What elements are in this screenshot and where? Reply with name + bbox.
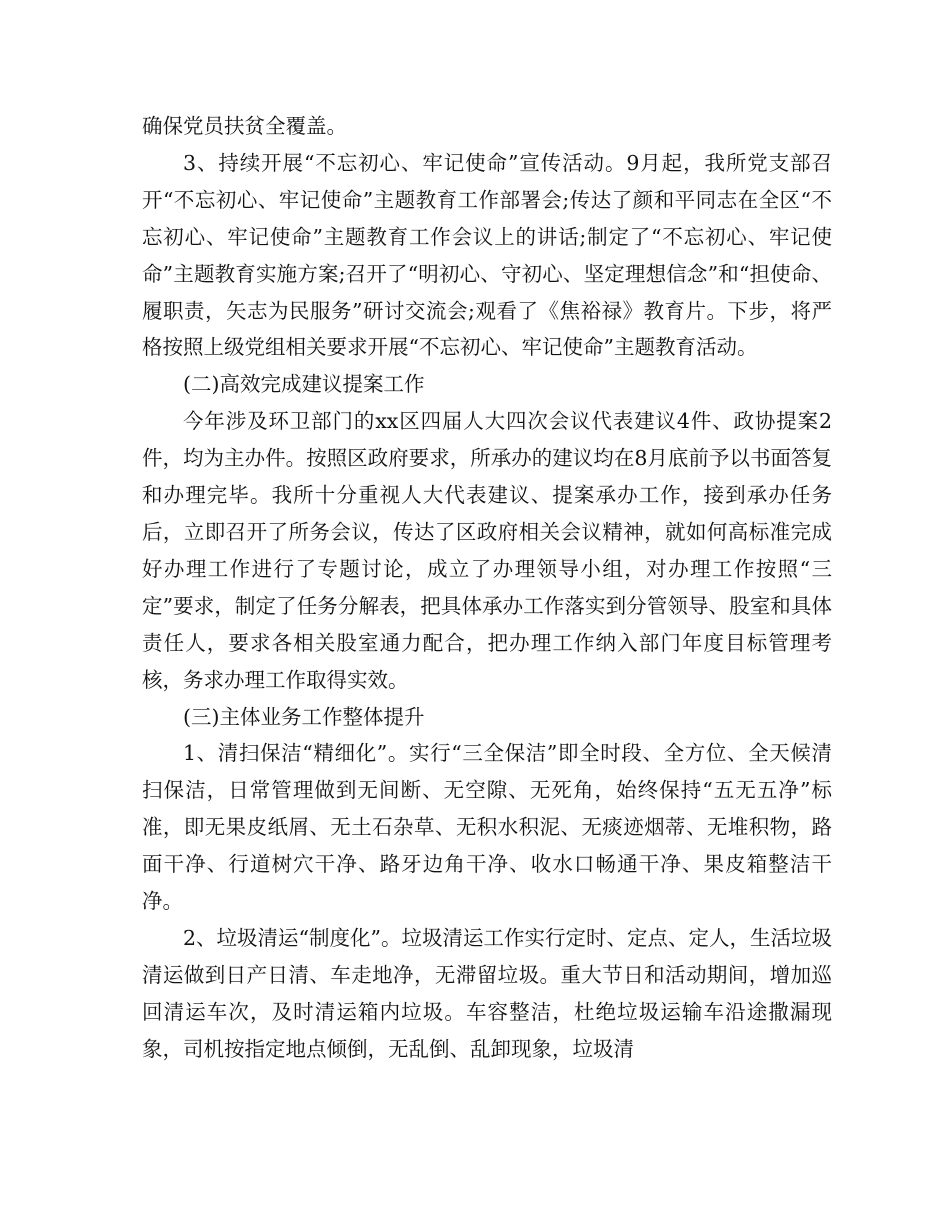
paragraph-3: 今年涉及环卫部门的xx区四届人大四次会议代表建议4件、政协提案2件，均为主办件。按照区政府要求，所承办的建议均在8月底前予以书面答复和办理完毕。我所十分重视人大代表建议、提案承办工作，接到承办任务后，立即召开了所务会议，传达了区政府相关会议精神，就如何高标准完成好办理工作进行了专题讨论，成立了办理领导小组，对办理工作按照“三定”要求，制定了任务分解表，把具体承办工作落实到分管领导、股室和具体责任人，要求各相关股室通力配合，把办理工作纳入部门年度目标管理考核，务求办理工作取得实效。 [142,409,832,692]
paragraph-5: 2、垃圾清运“制度化”。垃圾清运工作实行定时、定点、定人，生活垃圾清运做到日产日清、车走地净，无滞留垃圾。重大节日和活动期间，增加巡回清运车次，及时清运箱内垃圾。车容整洁，杜绝垃圾运输车沿途撒漏现象，司机按指定地点倾倒，无乱倒、乱卸现象，垃圾清 [142,925,833,1061]
paragraph-4: 1、清扫保洁“精细化”。实行“三全保洁”即全时段、全方位、全天候清扫保洁，日常管理做到无间断、无空隙、无死角，始终保持“五无五净”标准，即无果皮纸屑、无土石杂草、无积水积泥、无痰迹烟蒂、无堆积物，路面干净、行道树穴干净、路牙边角干净、收水口畅通干净、果皮箱整洁干净。 [142,741,832,914]
section-heading-2: (二)高效完成建议提案工作 [183,372,425,397]
document-page [142,108,832,1068]
paragraph-1: 确保党员扶贫全覆盖。 [142,114,347,138]
paragraph-2: 3、持续开展“不忘初心、牢记使命”宣传活动。9月起，我所党支部召开“不忘初心、牢记使命”主题教育工作部署会;传达了颜和平同志在全区“不忘初心、牢记使命”主题教育工作会议上的讲话;制定了“不忘初心、牢记使命”主题教育实施方案;召开了“明初心、守初心、坚定理想信念”和“担使命、履职责，矢志为民服务”研讨交流会;观看了《焦裕禄》教育片。下步，将严格按照上级党组相关要求开展“不忘初心、牢记使命”主题教育活动。 [142,150,832,360]
section-heading-3: (三)主体业务工作整体提升 [183,704,425,729]
